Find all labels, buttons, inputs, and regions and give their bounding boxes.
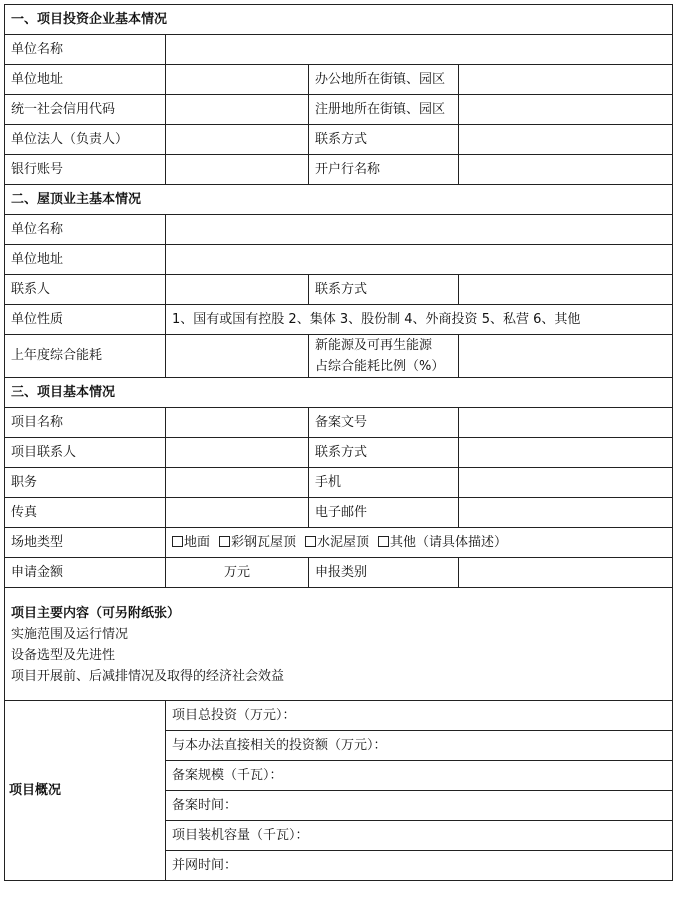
nature-option-5[interactable]: 5、私营 <box>481 311 529 327</box>
nature-option-1[interactable]: 1、国有或国有控股 <box>172 311 285 327</box>
s2-contact-method-field[interactable] <box>459 275 673 305</box>
s3-filing-number-field[interactable] <box>459 408 673 438</box>
nature-option-6[interactable]: 6、其他 <box>533 311 581 327</box>
section2-title: 二、屋顶业主基本情况 <box>5 185 673 215</box>
s3-mobile-label: 手机 <box>309 468 459 498</box>
s2-contact-person-field[interactable] <box>166 275 309 305</box>
s1-bank-account-label: 银行账号 <box>5 155 166 185</box>
s2-nature-options[interactable] <box>166 305 673 335</box>
s1-office-street-label: 办公地所在街镇、园区 <box>309 65 459 95</box>
main-content-line: 实施范围及运行情况 <box>11 627 129 642</box>
s3-position-label: 职务 <box>5 468 166 498</box>
s1-registered-street-field[interactable] <box>459 95 673 125</box>
site-option-ground-label: 地面 <box>184 534 211 550</box>
s1-contact-field[interactable] <box>459 125 673 155</box>
s3-project-contact-row <box>5 438 673 468</box>
s1-credit-row <box>5 95 673 125</box>
s1-registered-street-label: 注册地所在街镇、园区 <box>309 95 459 125</box>
s3-apply-amount-field[interactable] <box>166 558 309 588</box>
s1-contact-label: 联系方式 <box>309 125 459 155</box>
s3-site-type-label: 场地类型 <box>5 528 166 558</box>
s2-unit-address-label: 单位地址 <box>5 245 166 275</box>
overview-item-filing-scale[interactable]: 备案规模（千瓦）： <box>166 761 673 791</box>
renewable-ratio-line1: 新能源及可再生能源 <box>315 338 433 353</box>
main-content-line: 项目开展前、后减排情况及取得的经济社会效益 <box>11 669 285 684</box>
section1-header-row <box>5 5 673 35</box>
overview-row <box>5 701 673 731</box>
nature-option-4[interactable]: 4、外商投资 <box>404 311 478 327</box>
s2-energy-field[interactable] <box>166 335 309 378</box>
s3-email-field[interactable] <box>459 498 673 528</box>
s1-bank-name-label: 开户行名称 <box>309 155 459 185</box>
main-content-line: 设备选型及先进性 <box>11 648 116 663</box>
checkbox-icon[interactable] <box>219 536 230 547</box>
renewable-ratio-line2: 占综合能耗比例（%） <box>315 359 445 374</box>
s3-project-name-field[interactable] <box>166 408 309 438</box>
s1-unit-name-label: 单位名称 <box>5 35 166 65</box>
s3-project-name-row <box>5 408 673 438</box>
checkbox-icon[interactable] <box>172 536 183 547</box>
s3-site-type-row <box>5 528 673 558</box>
main-content-title: 项目主要内容（可另附纸张） <box>11 606 181 621</box>
overview-item-grid-time[interactable]: 并网时间： <box>166 851 673 881</box>
site-option-ground[interactable] <box>172 535 210 550</box>
nature-option-2[interactable]: 2、集体 <box>288 311 336 327</box>
s3-apply-amount-label: 申请金额 <box>5 558 166 588</box>
site-option-other[interactable] <box>378 535 507 550</box>
site-option-cement-roof-label: 水泥屋顶 <box>317 534 370 550</box>
s2-unit-address-field[interactable] <box>166 245 673 275</box>
s2-unit-name-field[interactable] <box>166 215 673 245</box>
site-option-steel-roof[interactable] <box>219 535 296 550</box>
s1-address-row <box>5 65 673 95</box>
s3-fax-row <box>5 498 673 528</box>
s3-position-field[interactable] <box>166 468 309 498</box>
s1-unit-address-field[interactable] <box>166 65 309 95</box>
s1-credit-code-field[interactable] <box>166 95 309 125</box>
application-form <box>4 4 673 881</box>
s1-credit-code-label: 统一社会信用代码 <box>5 95 166 125</box>
s2-unit-nature-label: 单位性质 <box>5 305 166 335</box>
section3-header-row <box>5 378 673 408</box>
s3-filing-number-label: 备案文号 <box>309 408 459 438</box>
s1-bank-row <box>5 155 673 185</box>
overview-item-filing-time[interactable]: 备案时间： <box>166 791 673 821</box>
s1-legal-row <box>5 125 673 155</box>
s2-contact-person-label: 联系人 <box>5 275 166 305</box>
amount-unit: 万元 <box>223 564 250 580</box>
s1-unit-name-row <box>5 35 673 65</box>
s1-legal-person-label: 单位法人（负责人） <box>5 125 166 155</box>
site-option-other-label: 其他（请具体描述） <box>390 534 508 550</box>
section3-title: 三、项目基本情况 <box>5 378 673 408</box>
s1-office-street-field[interactable] <box>459 65 673 95</box>
s2-contact-row <box>5 275 673 305</box>
s3-declare-category-field[interactable] <box>459 558 673 588</box>
overview-item-total-investment[interactable]: 项目总投资（万元）： <box>166 701 673 731</box>
checkbox-icon[interactable] <box>305 536 316 547</box>
s2-renewable-ratio-field[interactable] <box>459 335 673 378</box>
s1-bank-name-field[interactable] <box>459 155 673 185</box>
s2-unit-address-row <box>5 245 673 275</box>
nature-option-3[interactable]: 3、股份制 <box>339 311 401 327</box>
section1-title: 一、项目投资企业基本情况 <box>5 5 673 35</box>
s1-unit-name-field[interactable] <box>166 35 673 65</box>
s3-project-contact-field[interactable] <box>166 438 309 468</box>
checkbox-icon[interactable] <box>378 536 389 547</box>
main-content-row <box>5 588 673 701</box>
s3-mobile-field[interactable] <box>459 468 673 498</box>
s3-project-contact-label: 项目联系人 <box>5 438 166 468</box>
s3-declare-category-label: 申报类别 <box>309 558 459 588</box>
section2-header-row <box>5 185 673 215</box>
overview-item-related-investment[interactable]: 与本办法直接相关的投资额（万元）： <box>166 731 673 761</box>
s2-energy-label: 上年度综合能耗 <box>5 335 166 378</box>
main-content-cell[interactable] <box>5 588 673 701</box>
site-option-cement-roof[interactable] <box>305 535 369 550</box>
s3-site-type-options <box>166 528 673 558</box>
s3-position-row <box>5 468 673 498</box>
s3-contact-method-label: 联系方式 <box>309 438 459 468</box>
s2-unit-name-row <box>5 215 673 245</box>
site-option-steel-roof-label: 彩钢瓦屋顶 <box>231 534 297 550</box>
s3-contact-method-field[interactable] <box>459 438 673 468</box>
s3-fax-field[interactable] <box>166 498 309 528</box>
s3-email-label: 电子邮件 <box>309 498 459 528</box>
overview-label: 项目概况 <box>5 701 166 881</box>
s2-nature-row <box>5 305 673 335</box>
s1-bank-account-field[interactable] <box>166 155 309 185</box>
s2-contact-method-label: 联系方式 <box>309 275 459 305</box>
s3-project-name-label: 项目名称 <box>5 408 166 438</box>
overview-item-installed-capacity[interactable]: 项目装机容量（千瓦）： <box>166 821 673 851</box>
s3-amount-row <box>5 558 673 588</box>
s2-renewable-ratio-label <box>309 335 459 378</box>
s2-unit-name-label: 单位名称 <box>5 215 166 245</box>
s1-unit-address-label: 单位地址 <box>5 65 166 95</box>
s3-fax-label: 传真 <box>5 498 166 528</box>
s2-energy-row <box>5 335 673 378</box>
s1-legal-person-field[interactable] <box>166 125 309 155</box>
